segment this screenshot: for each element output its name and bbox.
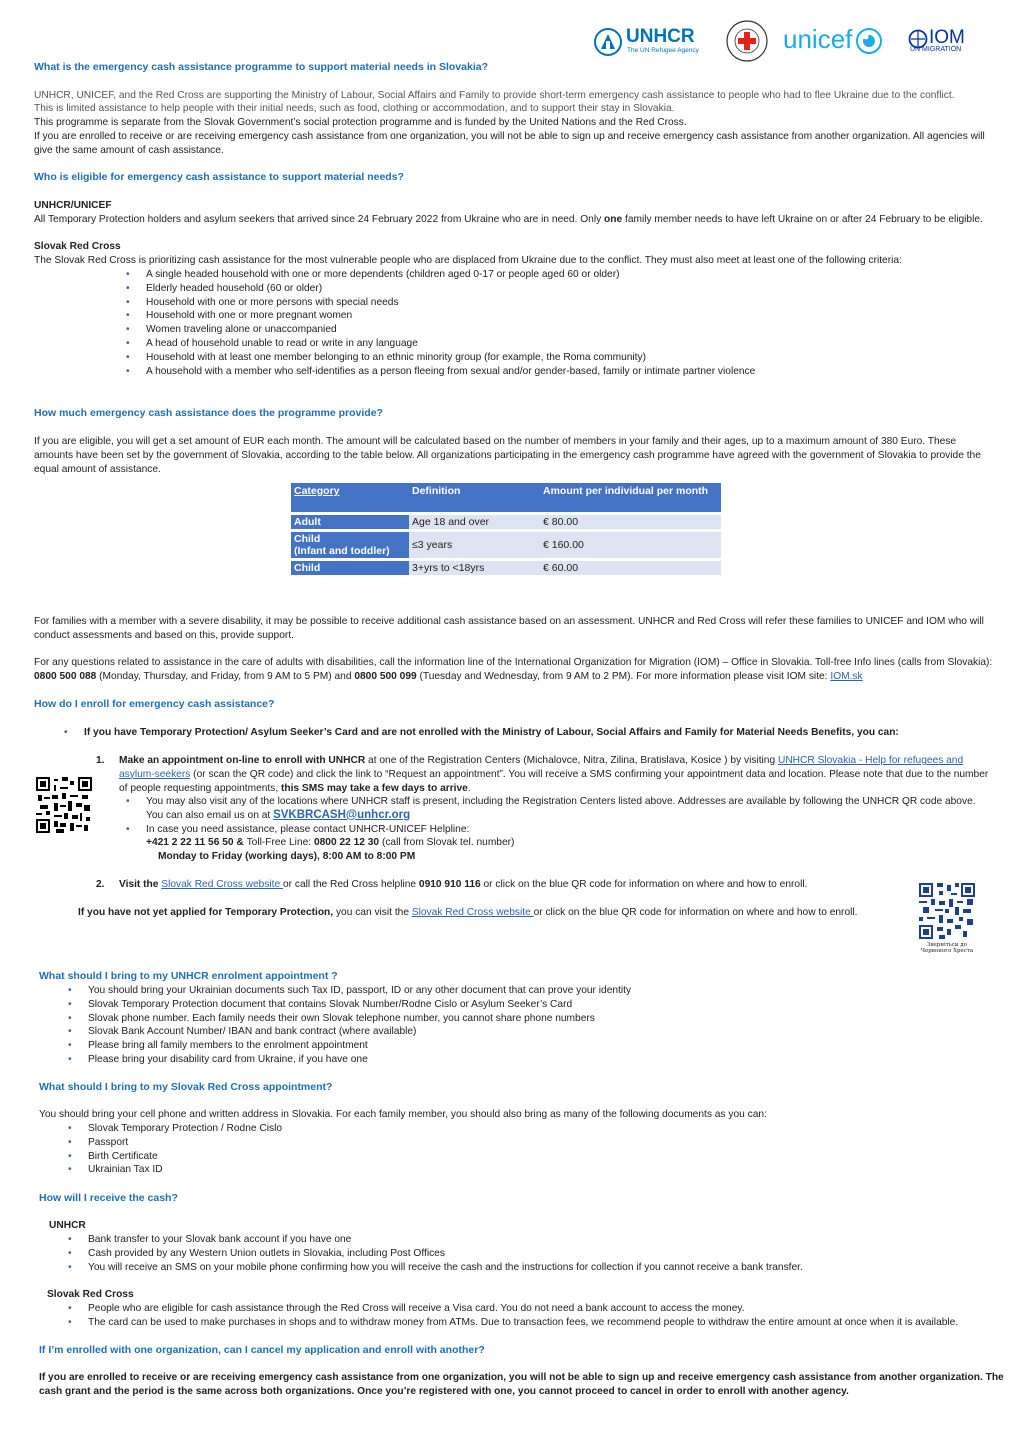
section-heading-amount: How much emergency cash assistance does the programme provide? (34, 407, 383, 419)
qr-caption-1: Звернітьси до (927, 942, 967, 948)
red-cross-ring-text (721, 63, 735, 64)
list-item: • You will receive an SMS on your mobile phone confirming how you will receive the cash and the instructions for collection if you cannot receive a bank transfer. (88, 1261, 1008, 1275)
list-item: • Passport (88, 1136, 988, 1150)
disability-paragraph: For families with a member with a severe disability, it may be possible to receive additional cash assistance based on an assessment. UNHCR and Red Cross will refer these families to UNICEF and IOM who will conduct assessments and based on this, provide support. (34, 616, 984, 641)
list-item: • Slovak Temporary Protection document that contains Slovak Number/Rodne Cislo or Asylum Seeker’s Card (88, 998, 988, 1012)
eligibility-text-c: family member needs to have left Ukraine on or after 24 February to be eligible. (622, 214, 983, 225)
step-1-end: . (467, 782, 471, 794)
cash-amount-table (291, 483, 721, 575)
red-cross-helpline-phone: 0910 910 116 (418, 879, 481, 890)
section-heading-eligibility: Who is eligible for emergency cash assistance to support material needs? (34, 171, 404, 183)
table-cell-category-line2: (Infant and toddler) (294, 545, 390, 557)
step-1-sub-list (146, 795, 996, 864)
table-header-category: Category (291, 483, 409, 512)
red-cross-website-link-2[interactable]: Slovak Red Cross website (411, 907, 534, 918)
list-item: • Birth Certificate (88, 1150, 988, 1164)
list-item: • A head of household unable to read or write in any language (146, 337, 996, 351)
programme-paragraph-4: If you are enrolled to receive or are receiving emergency cash assistance from one organization, you will not be able to sign up and receive emergency cash assistance from another organization. All agencies will give the same amount of cash assistance. (34, 131, 985, 156)
list-item: • A household with a member who self-identifies as a person fleeing from sexual and/or gender-based, family or intimate partner violence (146, 365, 996, 379)
eligibility-red-cross-paragraph: The Slovak Red Cross is prioritizing cash assistance for the most vulnerable people who are displaced from Ukraine due to the conflict. They must also meet at least one of the following criteria: (34, 255, 902, 266)
section-heading-receive-cash: How will I receive the cash? (39, 1192, 178, 1204)
eligibility-text-a: All Temporary Protection holders and asylum seekers that arrived since 24 February 2022 from Ukraine who are in need. Only (34, 214, 605, 225)
list-item: • The card can be used to make purchases in shops and to withdraw money from ATMs. Due to transaction fees, we recommend people to withdraw the entire amount at once when it is available. (88, 1316, 1008, 1330)
table-cell-definition: 3+yrs to <18yrs (409, 561, 540, 575)
step-1-text-a: at one of the Registration Centers (Michalovce, Nitra, Zilina, Bratislava, Kosice ) by visiting (365, 755, 778, 766)
step-1-text-b: (or scan the QR code) and click the link to “Request an appointment”. You will receive a SMS confirming your appointment data and location. Please note that due to the number of people requesting appointments, (119, 768, 989, 794)
list-item: • Slovak phone number. Each family needs their own Slovak telephone number, you cannot share phone numbers (88, 1012, 988, 1026)
section-heading-unhcr-bring: What should I bring to my UNHCR enrolment appointment ? (39, 970, 338, 982)
step-2-text (119, 878, 899, 892)
list-item: • People who are eligible for cash assistance through the Red Cross will receive a Visa card. You do not need a bank account to access the money. (88, 1302, 1008, 1316)
table-cell-amount: € 80.00 (540, 515, 721, 529)
toll-free-label: Toll-Free Line: (246, 837, 314, 849)
amount-paragraph: If you are eligible, you will get a set amount of EUR each month. The amount will be calculated based on the number of members in your family and their ages, up to a maximum amount of 380 Euro. These amounts have been set by the government of Slovakia, according to the table below. All organizations participating in the emergency cash programme have agreed with the government of Slovakia to provide the equal amount of assistance. (34, 436, 981, 475)
table-row (291, 561, 721, 575)
step-1-bold: Make an appointment on-line to enroll with UNHCR (119, 755, 366, 766)
receive-unhcr-list (88, 1233, 1008, 1274)
list-item: • You should bring your Ukrainian documents such Tax ID, passport, ID or any other document that can prove your identity (88, 984, 988, 998)
eligibility-subheading-unhcr: UNHCR/UNICEF (34, 200, 112, 211)
helpline-hours: Monday to Friday (working days), 8:00 AM to 8:00 PM (158, 851, 416, 863)
table-cell-category-line1: Child (294, 533, 321, 545)
unhcr-email-link[interactable]: SVKBRCASH@unhcr.org (273, 808, 411, 821)
not-applied-text-a: you can visit the (333, 907, 412, 918)
list-item: • Ukrainian Tax ID (88, 1163, 988, 1177)
receive-red-cross-list (88, 1302, 1008, 1330)
unhcr-emblem-icon (593, 27, 623, 57)
email-label: You can also email us on at (146, 809, 274, 821)
not-applied-bold: If you have not yet applied for Temporary Protection, (78, 907, 334, 918)
iom-wordmark: IOM (929, 27, 965, 48)
iom-phone-2: 0800 500 099 (354, 670, 417, 682)
qr-code-icon (919, 883, 975, 939)
step-1-number: 1. (96, 755, 105, 766)
red-cross-bring-paragraph: You should bring your cell phone and written address in Slovakia. For each family member, you should also bring as many of the following documents as you can: (39, 1109, 767, 1120)
toll-free-phone: 0800 22 12 30 (313, 837, 380, 849)
helpline-text: In case you need assistance, please contact UNHCR-UNICEF Helpline: (146, 823, 470, 835)
list-item: • Slovak Temporary Protection / Rodne Cislo (88, 1122, 988, 1136)
red-cross-bring-list (88, 1122, 988, 1177)
table-cell-definition: Age 18 and over (409, 515, 540, 529)
iom-info-paragraph (34, 656, 996, 684)
red-cross-qr-code[interactable] (919, 883, 975, 954)
helpline-and: & (233, 837, 247, 849)
list-item: • Please bring your disability card from Ukraine, if you have one (88, 1053, 988, 1067)
list-item: • A single headed household with one or more dependents (children aged 0-17 or people aged 60 or older) (146, 268, 996, 282)
red-cross-logo (725, 19, 769, 63)
qr-code-icon (36, 777, 92, 833)
eligibility-subheading-red-cross: Slovak Red Cross (34, 241, 121, 252)
table-cell-definition: ≤3 years (409, 532, 540, 558)
helpline-phone: +421 2 22 11 56 50 (146, 837, 234, 849)
step-2-text-a: or call the Red Cross helpline (283, 879, 419, 890)
iom-info-text-e: (Tuesday and Wednesday, from 9 AM to 2 PM). For more information please visit IOM site: (416, 670, 831, 682)
unicef-wordmark: unicef (783, 24, 853, 54)
not-applied-text (78, 906, 908, 920)
receive-subheading-red-cross: Slovak Red Cross (47, 1289, 134, 1300)
list-item: • Cash provided by any Western Union outlets in Slovakia, including Post Offices (88, 1247, 1008, 1261)
eligibility-unhcr-paragraph (34, 213, 989, 227)
receive-subheading-unhcr: UNHCR (49, 1220, 86, 1231)
programme-paragraph-3: This programme is separate from the Slovak Government’s social protection programme and is funded by the United Nations and the Red Cross. (34, 117, 687, 128)
iom-site-link[interactable]: IOM.sk (830, 670, 863, 682)
list-item: • Household with one or more persons with special needs (146, 296, 996, 310)
programme-paragraph-1: UNHCR, UNICEF, and the Red Cross are supporting the Ministry of Labour, Social Affairs and Family to provide short-term emergency cash assistance to people who had to flee Ukraine due to the conflict. (34, 90, 955, 101)
table-header-row (291, 483, 721, 512)
list-item (146, 823, 996, 864)
iom-phone-1: 0800 500 088 (34, 670, 97, 682)
iom-logo (908, 27, 978, 57)
unhcr-qr-code[interactable] (36, 777, 92, 833)
table-cell-amount: € 160.00 (540, 532, 721, 558)
enroll-intro (64, 726, 984, 740)
programme-paragraph-2: This is limited assistance to help people with their initial needs, such as food, clothing or accommodation, and to support their stay in Slovakia. (34, 103, 675, 114)
list-item: • Slovak Bank Account Number/ IBAN and bank contract (where available) (88, 1025, 988, 1039)
step-2-bold: Visit the (119, 879, 162, 890)
bullet-icon: • (64, 727, 68, 738)
eligibility-criteria-list (146, 268, 996, 378)
unhcr-wordmark: UNHCR (626, 26, 695, 47)
section-heading-programme: What is the emergency cash assistance programme to support material needs in Slovakia? (34, 61, 488, 73)
list-item: • Bank transfer to your Slovak bank account if you have one (88, 1233, 1008, 1247)
toll-free-note: (call from Slovak tel. number) (379, 837, 515, 849)
step-2-end: or click on the blue QR code for information on where and how to enroll. (480, 879, 808, 890)
unhcr-bring-list (88, 984, 988, 1067)
list-item: • Please bring all family members to the enrolment appointment (88, 1039, 988, 1053)
not-applied-end: or click on the blue QR code for information on where and how to enroll. (533, 907, 858, 918)
table-row (291, 532, 721, 558)
table-header-amount: Amount per individual per month (540, 483, 721, 512)
table-cell-category: Child (291, 561, 409, 575)
unicef-emblem-icon (855, 27, 883, 55)
qr-caption-2: Червоного Хреста (920, 948, 974, 954)
table-cell-amount: € 60.00 (540, 561, 721, 575)
unhcr-slovakia-link[interactable]: UNHCR Slovakia - Help for refugees and asylum-seekers (119, 755, 964, 780)
red-cross-emblem-icon (725, 19, 769, 63)
eligibility-text-bold: one (604, 214, 623, 225)
visit-locations-text: You may also visit any of the locations where UNHCR staff is present, including the Registration Centers listed above. Addresses are available by following the UNHCR QR code above. (146, 796, 976, 807)
unhcr-tagline: The UN Refugee Agency (627, 47, 699, 54)
red-cross-website-link[interactable]: Slovak Red Cross website (161, 879, 284, 890)
step-1-sms-note: this SMS may take a few days to arrive (280, 782, 468, 794)
enroll-intro-bold: If you have Temporary Protection/ Asylum Seeker’s Card and are not enrolled with the Ministry of Labour, Social Affairs and Family for Material Needs Benefits, (84, 727, 855, 738)
table-cell-category: Adult (291, 515, 409, 529)
table-row (291, 515, 721, 529)
enroll-intro-end: you can: (854, 727, 899, 738)
section-heading-red-cross-bring: What should I bring to my Slovak Red Cross appointment? (39, 1081, 333, 1093)
table-header-definition: Definition (409, 483, 540, 512)
list-item (146, 795, 996, 823)
list-item: • Elderly headed household (60 or older) (146, 282, 996, 296)
section-heading-cancel: If I’m enrolled with one organization, can I cancel my application and enroll with another? (39, 1344, 485, 1356)
unicef-logo (783, 24, 888, 58)
list-item: • Household with at least one member belonging to an ethnic minority group (for example, the Roma community) (146, 351, 996, 365)
iom-info-text-c: (Monday, Thursday, and Friday, from 9 AM to 5 PM) and (96, 670, 355, 682)
step-2-number: 2. (96, 879, 105, 890)
step-1-text (119, 754, 989, 795)
cancel-paragraph: If you are enrolled to receive or are receiving emergency cash assistance from one organization, you will not be able to sign up and receive emergency cash assistance from another organization. The cash grant and the period is the same across both organizations. Once you’re registered with one, you cannot proceed to cancel in order to enroll with another agency. (39, 1372, 1004, 1397)
section-heading-enroll: How do I enroll for emergency cash assistance? (34, 698, 275, 710)
table-cell-category (291, 532, 409, 558)
unhcr-logo (593, 26, 705, 58)
list-item: • Household with one or more pregnant women (146, 309, 996, 323)
list-item: • Women traveling alone or unaccompanied (146, 323, 996, 337)
iom-tagline: UN MIGRATION (910, 46, 962, 53)
iom-info-text-a: For any questions related to assistance in the care of adults with disabilities, call the information line of the International Organization for Migration (IOM) – Office in Slovakia. Toll-free Info lines (calls from Slovakia): (34, 657, 993, 668)
